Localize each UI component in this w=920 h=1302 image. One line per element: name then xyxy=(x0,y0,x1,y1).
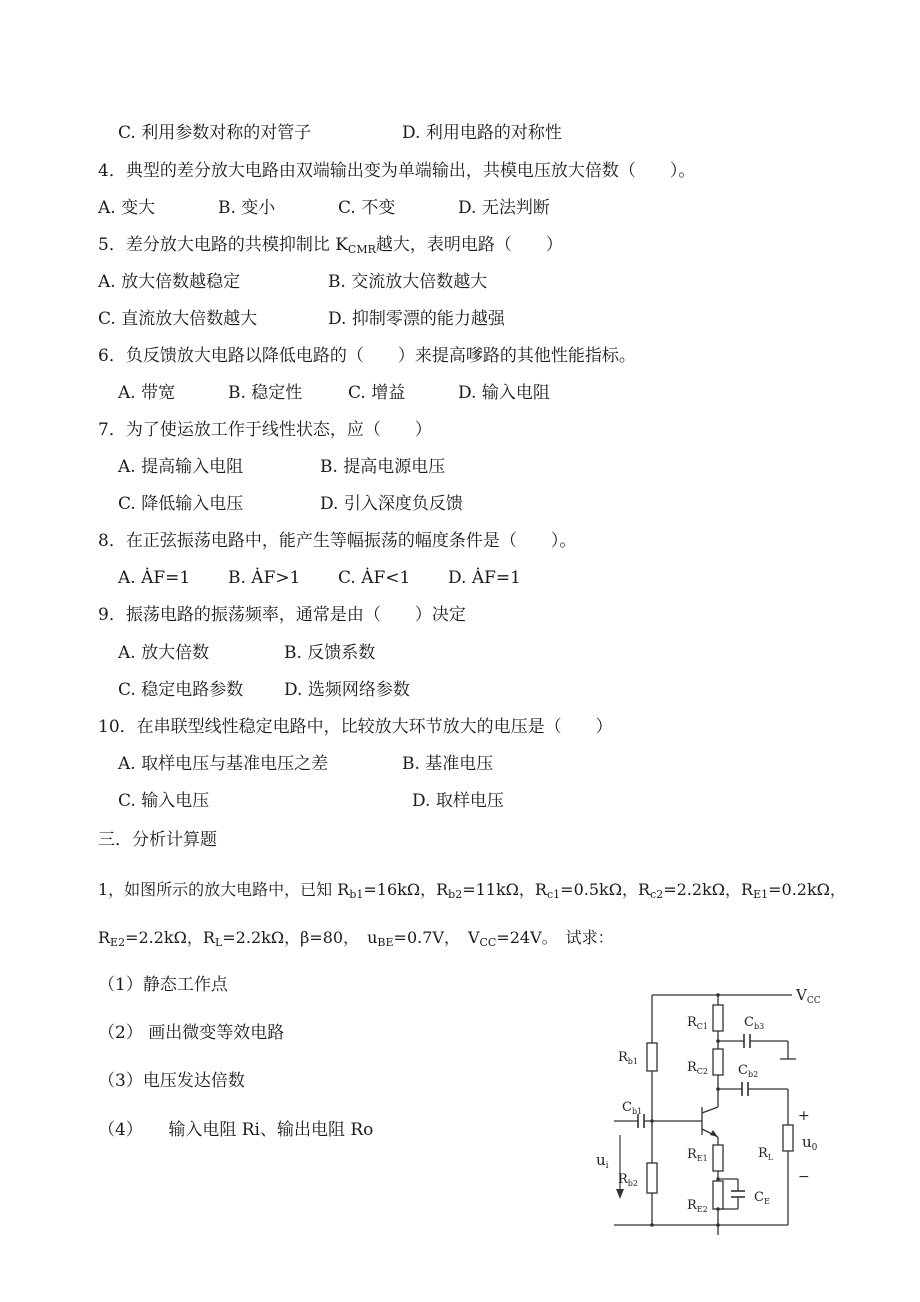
text-segment: 1，如图所示的放大电路中，已知 R xyxy=(98,880,350,899)
q8-option-d: D. ȦF=1 xyxy=(448,568,521,588)
q3-option-c: C. 利用参数对称的对管子 xyxy=(118,123,312,143)
q10-option-c: C. 输入电压 xyxy=(118,791,210,811)
q7-option-a: A. 提高输入电阻 xyxy=(118,457,244,477)
q5-option-b: B. 交流放大倍数越大 xyxy=(328,272,488,292)
text-segment: =2.2kΩ，R xyxy=(125,928,215,947)
text-segment: R xyxy=(98,928,111,947)
q10-option-b: B. 基准电压 xyxy=(402,754,494,774)
problem1-task-3: （3）电压发达倍数 xyxy=(98,1071,245,1091)
q7-option-c: C. 降低输入电压 xyxy=(118,494,244,514)
rb2-resistor xyxy=(647,1163,657,1193)
q6-option-a: A. 带宽 xyxy=(118,383,176,403)
problem1-line2 xyxy=(98,927,614,954)
problem1-task-1: （1）静态工作点 xyxy=(98,975,228,995)
subscript-segment: b1 xyxy=(349,888,364,901)
re1-resistor xyxy=(713,1145,723,1171)
q8-option-a: A. ȦF=1 xyxy=(118,568,191,588)
q10-option-a: A. 取样电压与基准电压之差 xyxy=(118,754,329,774)
ce-label: $C_E$ xyxy=(754,1190,770,1206)
q7-option-d: D. 引入深度负反馈 xyxy=(320,494,463,514)
subscript-segment: E2 xyxy=(110,936,126,949)
problem1-task-2: （2） 画出微变等效电路 xyxy=(98,1023,285,1043)
ui-label: $u_i$ xyxy=(596,1151,609,1171)
q9-stem: 9．振荡电路的振荡频率，通常是由（ ）决定 xyxy=(98,605,466,625)
q3-option-d: D. 利用电路的对称性 xyxy=(402,123,562,143)
text-segment: =2.2kΩ，β=80， u xyxy=(222,928,378,947)
re1-label: $R_{E1}$ xyxy=(687,1147,708,1163)
rb2-label: $R_{b2}$ xyxy=(618,1172,639,1188)
subscript-segment: L xyxy=(214,936,223,949)
re2-label: $R_{E2}$ xyxy=(687,1198,708,1214)
emitter-arrow-icon xyxy=(710,1130,718,1137)
text-segment: =2.2kΩ，R xyxy=(663,880,754,899)
q10-stem: 10．在串联型线性稳定电路中，比较放大环节放大的电压是（ ） xyxy=(98,717,613,737)
text-segment: =0.7V， V xyxy=(393,928,480,947)
q5-option-c: C. 直流放大倍数越大 xyxy=(98,309,258,329)
q8-stem: 8．在正弦振荡电路中，能产生等幅振荡的幅度条件是（ ）。 xyxy=(98,531,577,551)
q5-option-d: D. 抑制零漂的能力越强 xyxy=(328,309,505,329)
section3-title: 三．分析计算题 xyxy=(98,830,217,850)
cb2-label: $C_{b2}$ xyxy=(738,1063,759,1079)
cb1-label: $C_{b1}$ xyxy=(622,1100,643,1116)
rc1-label: $R_{C1}$ xyxy=(687,1015,709,1031)
problem1-task-4: （4） 输入电阻 Ri、输出电阻 Ro xyxy=(98,1120,374,1140)
subscript-segment: c2 xyxy=(650,888,664,901)
q4-option-d: D. 无法判断 xyxy=(458,198,550,218)
q6-option-d: D. 输入电阻 xyxy=(458,383,550,403)
q5-stem: 5．差分放大电路的共模抑制比 $K_{CMR}$越大，表明电路（ ） xyxy=(98,235,563,256)
amplifier-circuit-diagram xyxy=(592,975,832,1237)
q6-option-b: B. 稳定性 xyxy=(228,383,303,403)
q4-stem: 4．典型的差分放大电路由双端输出变为单端输出，共模电压放大倍数（ ）。 xyxy=(98,161,696,181)
q7-stem: 7．为了使运放工作于线性状态，应（ ） xyxy=(98,420,432,440)
text-segment: =0.2kΩ， xyxy=(768,880,846,899)
q9-option-d: D. 选频网络参数 xyxy=(284,680,410,700)
rc2-resistor xyxy=(713,1049,723,1075)
q6-option-c: C. 增益 xyxy=(348,383,406,403)
text-segment: =0.5kΩ，R xyxy=(560,880,651,899)
rl-label: $R_L$ xyxy=(758,1146,774,1162)
text-segment: =24V。 试求： xyxy=(496,928,614,947)
q4-option-a: A. 变大 xyxy=(98,198,156,218)
text-segment: =11kΩ，R xyxy=(462,880,547,899)
circuit-labels xyxy=(596,986,821,1214)
uo-label: $u_0$ xyxy=(802,1133,818,1153)
subscript-segment: CC xyxy=(479,936,497,949)
q10-option-d: D. 取样电压 xyxy=(412,791,504,811)
output-minus-sign: − xyxy=(798,1169,810,1185)
re2-resistor xyxy=(713,1181,723,1209)
problem1-line1 xyxy=(98,879,846,906)
ui-arrow-icon xyxy=(616,1189,624,1199)
q4-option-b: B. 变小 xyxy=(218,198,276,218)
q9-option-b: B. 反馈系数 xyxy=(284,643,376,663)
output-plus-sign: + xyxy=(798,1108,810,1124)
q9-option-a: A. 放大倍数 xyxy=(118,643,210,663)
rb1-resistor xyxy=(647,1043,657,1071)
q8-option-c: C. ȦF<1 xyxy=(338,568,411,588)
subscript-segment: E1 xyxy=(753,888,769,901)
cb3-label: $C_{b3}$ xyxy=(744,1015,765,1031)
rl-resistor xyxy=(783,1125,793,1151)
subscript-segment: c1 xyxy=(546,888,561,901)
q8-option-b: B. ȦF>1 xyxy=(228,568,301,588)
subscript-segment: b2 xyxy=(448,888,463,901)
q5-option-a: A. 放大倍数越稳定 xyxy=(98,272,241,292)
q9-option-c: C. 稳定电路参数 xyxy=(118,680,244,700)
q4-option-c: C. 不变 xyxy=(338,198,396,218)
rb1-label: $R_{b1}$ xyxy=(618,1050,639,1066)
q7-option-b: B. 提高电源电压 xyxy=(320,457,446,477)
rc1-resistor xyxy=(713,1005,723,1031)
rc2-label: $R_{C2}$ xyxy=(687,1060,709,1076)
subscript-segment: BE xyxy=(377,936,394,949)
text-segment: =16kΩ，R xyxy=(363,880,449,899)
vcc-label: $V_{CC}$ xyxy=(796,986,821,1006)
q6-stem: 6．负反馈放大电路以降低电路的（ ）来提高嗲路的其他性能指标。 xyxy=(98,346,636,366)
